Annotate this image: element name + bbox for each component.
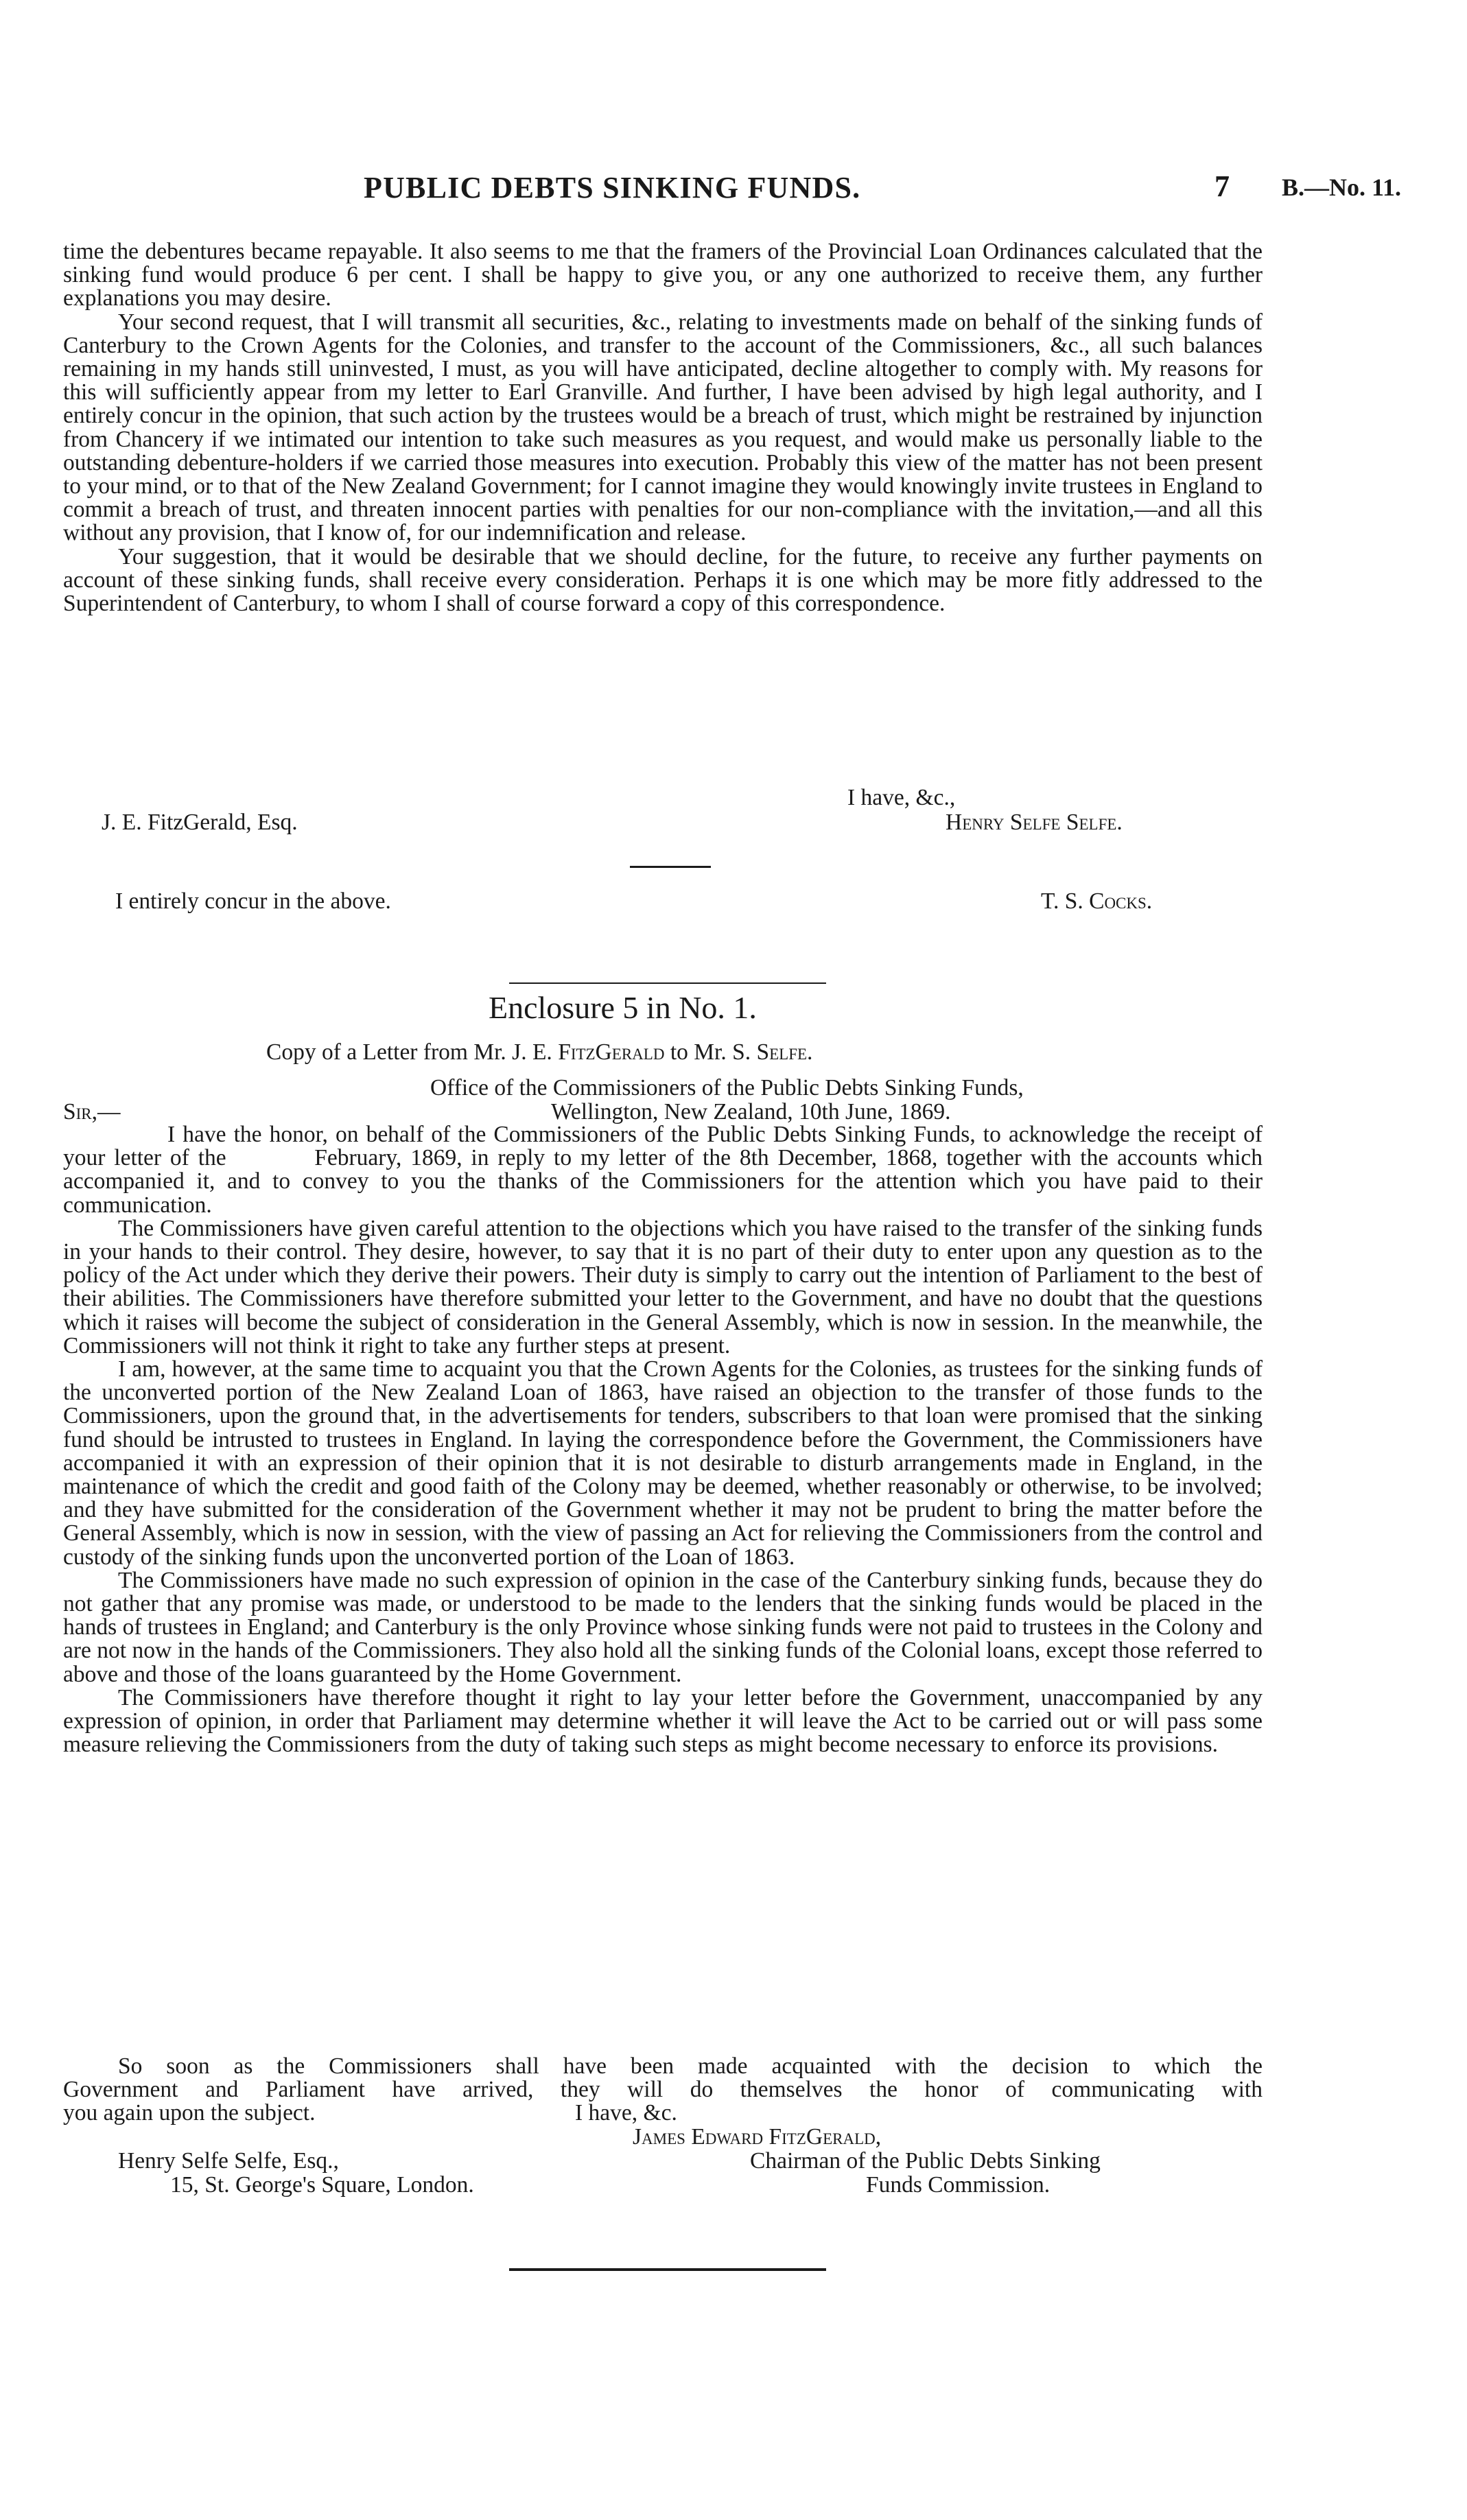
page-title: PUBLIC DEBTS SINKING FUNDS. xyxy=(364,171,861,204)
subheading-from: FitzGerald xyxy=(558,1039,665,1065)
concurrence-signature: T. S. Cocks. xyxy=(1041,888,1153,914)
concurrence-note: I entirely concur in the above. xyxy=(115,888,391,914)
enclosure-body xyxy=(63,1122,1269,1758)
paragraph: Your suggestion, that it would be desirable that we should decline, for the future, to receive any further payments on account of these sinking funds, shall receive every consideration. Perhaps it is one which may be more fitly addressed to the Superintendent of Canterbury, to whom I shall of course forward a copy of this correspondence. xyxy=(63,543,1263,617)
subheading-mid: to Mr. S. xyxy=(664,1039,757,1065)
enclosure-subheading xyxy=(266,1039,812,1065)
subheading-to: Selfe. xyxy=(756,1039,813,1065)
letter-body xyxy=(63,240,1263,615)
document-reference: B.—No. 11. xyxy=(1282,174,1402,201)
paragraph: time the debentures became repayable. It also seems to me that the framers of the Provincial Loan Ordinances calculated that the sinking fund would produce 6 per cent. I shall be happy to give you, or any one authorized to receive them, any further explanations you may desire. xyxy=(63,239,1263,311)
paragraph: I have the honor, on behalf of the Commissioners of the Public Debts Sinking Funds, to acknowledge the receipt of your letter of the February, 1869, in reply to my letter of the 8th December, 1868, together with the accounts which accompanied it, and to convey to you the thanks of the Commissioners for the attention which you have paid to their communication. xyxy=(63,1122,1269,1218)
letter-closing: I have, &c. xyxy=(575,2100,677,2125)
enclosure-heading: Enclosure 5 in No. 1. xyxy=(489,990,757,1025)
letter-signature: Henry Selfe Selfe. xyxy=(946,810,1123,835)
paragraph: I am, however, at the same time to acquaint you that the Crown Agents for the Colonies, as trustees for the sinking funds of the unconverted portion of the New Zealand Loan of 1863, have raised an objection to the transfer of those funds to the Commissioners, upon the ground that, in the advertisements for tenders, subscribers to that loan were promised that the sinking fund should be intrusted to trustees in England. In laying the correspondence before the Government, the Commissioners have accompanied it with an expression of their opinion that it is not desirable to disturb arrangements made in England, in the maintenance of which the credit and good faith of the Colony may be deemed, whether reasonably or otherwise, to be involved; and they have submitted for the consideration of the Government whether it may not be prudent to bring the matter before the General Assembly, which is now in session, with the view of passing an Act for relieving the Commissioners from the control and custody of the sinking funds upon the unconverted portion of the Loan of 1863. xyxy=(63,1356,1263,1570)
paragraph-line: you again upon the subject. xyxy=(63,2100,316,2125)
enclosure-addressee: Henry Selfe Selfe, Esq., xyxy=(118,2148,339,2174)
short-divider xyxy=(630,866,711,868)
paragraph-line: So soon as the Commissioners shall have been made acquainted with the decision to which the xyxy=(118,2053,1263,2079)
letter-closing: I have, &c., xyxy=(847,785,956,810)
paragraph: The Commissioners have given careful attention to the objections which you have raised to the transfer of the sinking funds in your hands to their control. They desire, however, to say that it is no part of their duty to enter upon any question as to the policy of the Act under which they derive their powers. Their duty is simply to carry out the intention of Parliament to the best of their abilities. The Commissioners have therefore submitted your letter to the Government, and have no doubt that the questions which it raises will become the subject of consideration in the General Assembly, which is now in session. In the meanwhile, the Commissioners will not think it right to take any further steps at present. xyxy=(63,1215,1263,1358)
closing-divider xyxy=(509,2268,826,2271)
paragraph: Your second request, that I will transmit all securities, &c., relating to investments made on behalf of the sinking funds of Canterbury to the Crown Agents for the Colonies, and transfer to the account of the Commissioners, &c., all such balances remaining in my hands still uninvested, I must, as you will have anticipated, decline altogether to comply with. My reasons for this will sufficiently appear from my letter to Earl Granville. And further, I have been advised by high legal authority, and I entirely concur in the opinion, that such action by the trustees would be a breach of trust, which might be restrained by injunction from Chancery if we intimated our intention to take such measures as you request, and would make us personally liable to the outstanding debenture-holders if we carried those measures into execution. Probably this view of the matter has not been present to your mind, or to that of the New Zealand Government; for I cannot imagine they would knowingly invite trustees in England to commit a breach of trust, and threaten innocent parties with penalties for our non-compliance with the invitation,—and all this without any provision, that I know of, for our indemnification and release. xyxy=(63,309,1263,546)
letter-addressee: J. E. FitzGerald, Esq. xyxy=(102,810,298,835)
page-number: 7 xyxy=(1214,169,1230,203)
paragraph-line: Government and Parliament have arrived, they will do themselves the honor of communicating with xyxy=(63,2077,1263,2102)
section-divider xyxy=(509,982,826,984)
paragraph: The Commissioners have made no such expression of opinion in the case of the Canterbury sinking funds, because they do not gather that any promise was made, or understood to be made to the lenders that the sinking funds would be placed in the hands of trustees in England; and Canterbury is the only Province whose sinking funds were not paid to trustees in the Colony and are not now in the hands of the Commissioners. They also hold all the sinking funds of the Colonial loans, except those referred to above and those of the loans guaranteed by the Home Government. xyxy=(63,1567,1263,1687)
signatory-title: Chairman of the Public Debts Sinking xyxy=(750,2148,1101,2174)
paragraph: The Commissioners have therefore thought it right to lay your letter before the Government, unaccompanied by any expression of opinion, in order that Parliament may determine whether it will leave the Act to be carried out or will pass some measure relieving the Commissioners from the duty of taking such steps as might become necessary to enforce its provisions. xyxy=(63,1684,1263,1758)
signatory-title: Funds Commission. xyxy=(866,2172,1051,2198)
salutation: Sir,— xyxy=(63,1099,121,1124)
address-line: Office of the Commissioners of the Public Debts Sinking Funds, xyxy=(430,1075,1024,1100)
subheading-prefix: Copy of a Letter from Mr. J. E. xyxy=(266,1039,559,1065)
enclosure-address: 15, St. George's Square, London. xyxy=(170,2172,474,2198)
address-date-line: Wellington, New Zealand, 10th June, 1869. xyxy=(551,1099,951,1124)
enclosure-signature: James Edward FitzGerald, xyxy=(633,2124,882,2150)
